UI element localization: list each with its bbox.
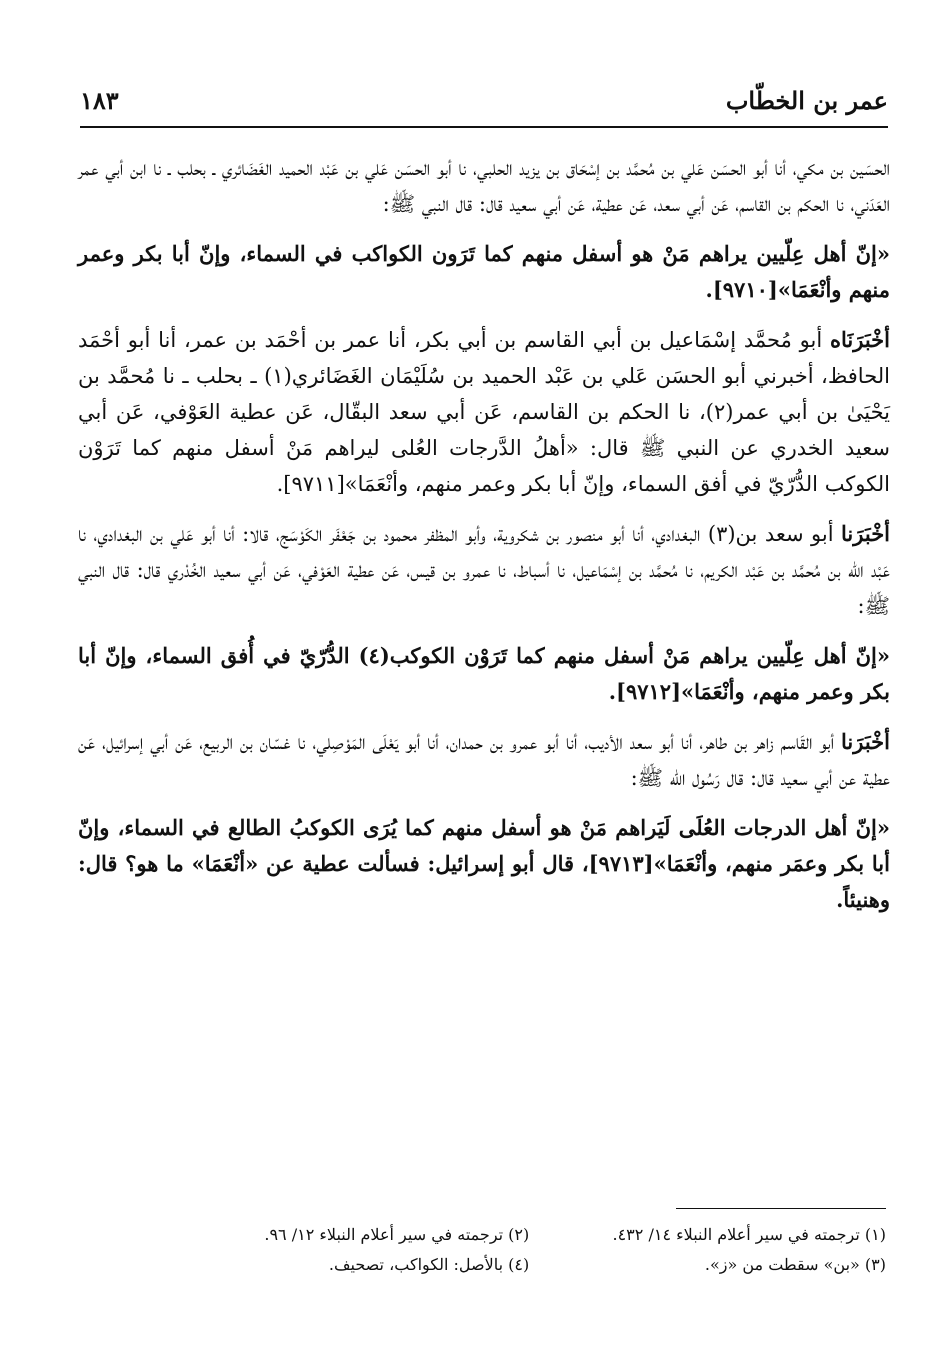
main-text bbox=[78, 150, 890, 932]
footnotes bbox=[200, 1220, 886, 1280]
paragraph-2: أخْبَرَنَاه أبو مُحمَّد إسْمَاعيل بن أبي القاسم بن أبي بكر، أنا عمر بن أحْمَد بن عمر، أنا أبو أحْمَد الحافظ، أخبرني أبو الحسَن عَلي بن عَبْد الحميد بن سُلَيْمَان الغَضَائري(١) ـ بحلب ـ نا مُحمَّد بن يَحْيَىٰ بن أبي عمر(٢)، نا الحكم بن القاسم، عَن أبي سعد البقّال، عَن عطية العَوْفي، عَن أبي سعيد الخدري عن النبي ﷺ قال: «أهلُ الدَّرجات العُلى ليراهم مَنْ أسفل منهم كما تَرَوْن الكوكب الدُّرّيّ في أفق السماء، وإنّ أبا بكر وعمر منهم، وأنْعَمَا»[٩٧١١]. bbox=[78, 327, 890, 496]
footnote-rule bbox=[676, 1208, 886, 1209]
footnote-4: (٤) بالأصل: الكواكب، تصحيف. bbox=[328, 1255, 530, 1274]
paragraph-3: أخْبَرَنا أبو سعد بن(٣) البغدادي، أنا أبو منصور بن شكروية، وأبو المظفر محمود بن جَعْفَر الكَوْسَج، قالا: أنا أبو عَلي بن البغدادي، نا عَبْد الله بن مُحمَّد بن عَبْد الكريم، نا مُحمَّد بن إسْمَاعيل، نا أسباط، نا عمرو بن قيس، عَن عطية العَوْفي، عَن أبي سعيد الخُدْري قال: قال النبي ﷺ: bbox=[78, 521, 891, 618]
paragraph-lead: أخْبَرَنا bbox=[841, 729, 890, 754]
footnote-row bbox=[200, 1220, 886, 1250]
footnote-1: (١) ترجمته في سير أعلام النبلاء ١٤/ ٤٣٢. bbox=[612, 1225, 886, 1244]
footnote-2: (٢) ترجمته في سير أعلام النبلاء ١٢/ ٩٦. bbox=[264, 1225, 530, 1244]
paragraph-lead: أخْبَرَنَاه bbox=[830, 327, 890, 352]
hadith-2: «إنّ أهل عِلّيين يراهم مَنْ أسفل منهم كما تَرَوْن الكوكب(٤) الدُّرّيّ في أُفق السماء، وإنّ أبا بكر وعمر منهم، وأنْعَمَا»[٩٧١٢]. bbox=[78, 643, 890, 704]
page-header bbox=[80, 86, 888, 126]
footnote-3: (٣) «بن» سقطت من «ز». bbox=[704, 1255, 886, 1274]
hadith-3: «إنّ أهل الدرجات العُلَى لَيَراهم مَنْ هو أسفل منهم كما يُرَى الكوكبُ الطالع في السماء، وإنّ أبا بكر وعمَر منهم، وأنْعَمَا»[٩٧١٣]، قال أبو إسرائيل: فسألت عطية عن «أنْعَمَا» ما هو؟ قال: وهنيئاً. bbox=[78, 815, 890, 912]
header-rule bbox=[80, 126, 888, 128]
paragraph-lead: أخْبَرَنا bbox=[841, 521, 891, 546]
running-title: عمر بن الخطّاب bbox=[725, 86, 888, 115]
paragraph-1: الحسَين بن مكي، أنا أبو الحسَن عَلي بن مُحمَّد بن إسْحَاق بن يزيد الحلبي، نا أبو الحسَن عَلي بن عَبْد الحميد الغَضَائري ـ بحلب ـ نا ابن أبي عمر العَدَني، نا الحكم بن القاسم، عَن أبي سعد، عَن عطية، عَن أبي سعيد قال: قال النبي ﷺ: bbox=[78, 156, 890, 216]
paragraph-4: أخْبَرَنا أبو القَاسم زاهر بن طاهر، أنا أبو سعد الأديب، أنا أبو عمرو بن حمدان، أنا أبو يَعْلَى المَوْصِلي، نا غسّان بن الربيع، عَن أبي إسرائيل، عَن عطية عن أبي سعيد قال: قال رَسُول الله ﷺ: bbox=[78, 729, 890, 790]
page-number: ١٨٣ bbox=[80, 86, 119, 115]
hadith-1: «إنّ أهل عِلّيين يراهم مَنْ هو أسفل منهم كما تَرَون الكواكب في السماء، وإنّ أبا بكر وعمر منهم وأنْعَمَا»[٩٧١٠]. bbox=[78, 241, 890, 302]
footnote-row bbox=[200, 1250, 886, 1280]
